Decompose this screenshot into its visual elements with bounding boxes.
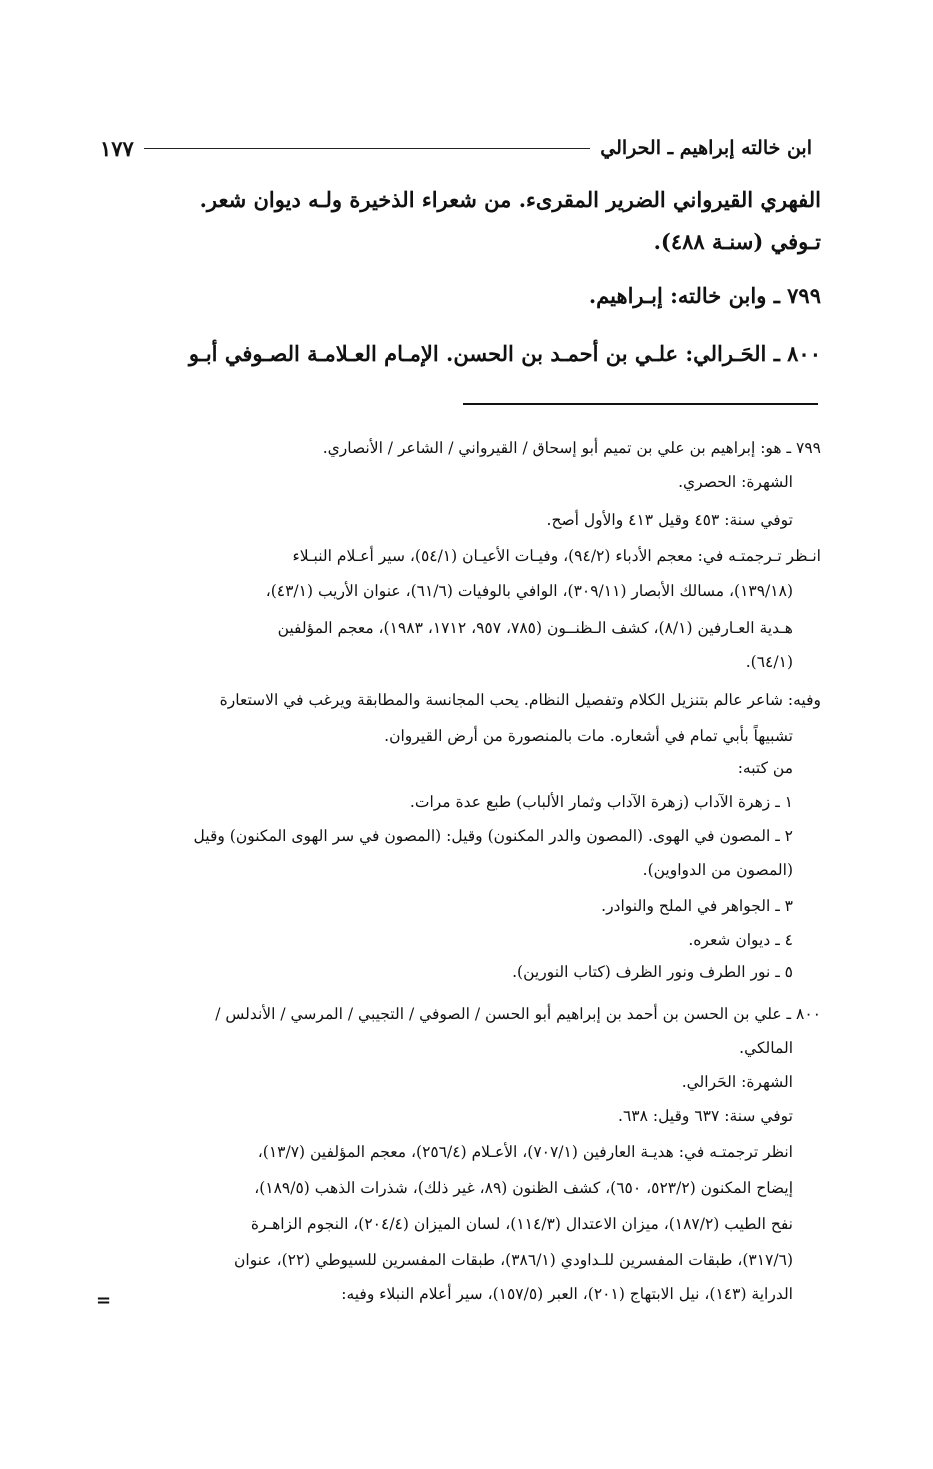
footnote-line: إيضاح المكنون (٥٢٣/٢، ٦٥٠)، كشف الظنون (٨٩، غير ذلك)، شذرات الذهب (١٨٩/٥)، xyxy=(254,1179,793,1197)
running-head xyxy=(100,133,812,163)
footnote-line: ٥ ـ نور الطرف ونور الظرف (كتاب النورين). xyxy=(512,963,793,981)
main-text-line: ٧٩٩ ـ وابن خالته: إبـراهيم. xyxy=(588,283,821,308)
footnote-line: من كتبه: xyxy=(737,759,793,777)
footnote-line: انـظر تـرجمتـه في: معجم الأدباء (٩٤/٢)، وفيـات الأعيـان (٥٤/١)، سير أعـلام النبـلاء xyxy=(292,547,821,565)
footnote-line: الشهرة: الحَرالي. xyxy=(681,1073,793,1091)
footnote-separator xyxy=(463,403,818,405)
footnote-line: الدراية (١٤٣)، نيل الابتهاج (٢٠١)، العبر (١٥٧/٥)، سير أعلام النبلاء وفيه: xyxy=(341,1285,793,1303)
footnote-line: ٨٠٠ ـ علي بن الحسن بن أحمد بن إبراهيم أبو الحسن / الصوفي / التجيبي / المرسي / الأندلس / xyxy=(215,1005,821,1023)
footnote-line: ٤ ـ ديوان شعره. xyxy=(688,931,793,949)
running-head-rule xyxy=(144,148,590,149)
footnote-line: ٧٩٩ ـ هو: إبراهيم بن علي بن تميم أبو إسحاق / القيرواني / الشاعر / الأنصاري. xyxy=(322,439,821,457)
footnote-line: الشهرة: الحصري. xyxy=(678,473,793,491)
footnote-line: وفيه: شاعر عالم بتنزيل الكلام وتفصيل النظام. يحب المجانسة والمطابقة ويرغب في الاستعارة xyxy=(219,691,821,709)
footnote-line: انظر ترجمتـه في: هديـة العارفين (٧٠٧/١)، الأعـلام (٢٥٦/٤)، معجم المؤلفين (١٣/٧)، xyxy=(257,1143,793,1161)
main-text-line: تـوفي (سنـة ٤٨٨). xyxy=(653,229,821,254)
main-text-line: ٨٠٠ ـ الحَـرالي: علـي بن أحمـد بن الحسن. الإمـام العـلامـة الصـوفي أبـو xyxy=(188,341,821,366)
footnote-line: (٣١٧/٦)، طبقات المفسرين للـداودي (٣٨٦/١)، طبقات المفسرين للسيوطي (٢٢)، عنوان xyxy=(234,1251,793,1269)
footnote-line: ١ ـ زهرة الآداب (زهرة الآداب وثمار الألباب) طبع عدة مرات. xyxy=(409,793,793,811)
footnote-line: ٣ ـ الجواهر في الملح والنوادر. xyxy=(601,897,793,915)
running-head-title: ابن خالته إبراهيم ـ الحرالي xyxy=(600,137,812,159)
main-text-line: الفهري القيرواني الضرير المقرىء. من شعراء الذخيرة ولـه ديوان شعر. xyxy=(199,187,821,212)
page-number: ١٧٧ xyxy=(100,135,134,161)
footnote-line: نفح الطيب (١٨٧/٢)، ميزان الاعتدال (١١٤/٣)، لسان الميزان (٢٠٤/٤)، النجوم الزاهـرة xyxy=(250,1215,793,1233)
footnote-line: (٦٤/١). xyxy=(745,653,793,671)
footnote-line: هـدية العـارفين (٨/١)، كشف الـظنــون (٧٨٥، ٩٥٧، ١٧١٢، ١٩٨٣)، معجم المؤلفين xyxy=(277,619,793,637)
footnote-line: ٢ ـ المصون في الهوى. (المصون والدر المكنون) وقيل: (المصون في سر الهوى المكنون) وقيل xyxy=(193,827,793,845)
footnote-line: (١٣٩/١٨)، مسالك الأبصار (٣٠٩/١١)، الوافي بالوفيات (٦١/٦)، عنوان الأريب (٤٣/١)، xyxy=(265,582,793,600)
footnote-line: (المصون من الدواوين). xyxy=(642,861,793,879)
footnote-line: المالكي. xyxy=(739,1039,793,1057)
footnote-line: توفي سنة: ٦٣٧ وقيل: ٦٣٨. xyxy=(618,1107,793,1125)
footnote-line: توفي سنة: ٤٥٣ وقيل ٤١٣ والأول أصح. xyxy=(546,511,793,529)
continuation-marker: = xyxy=(96,1290,112,1311)
footnote-line: تشبيهاً بأبي تمام في أشعاره. مات بالمنصورة من أرض القيروان. xyxy=(384,727,793,745)
